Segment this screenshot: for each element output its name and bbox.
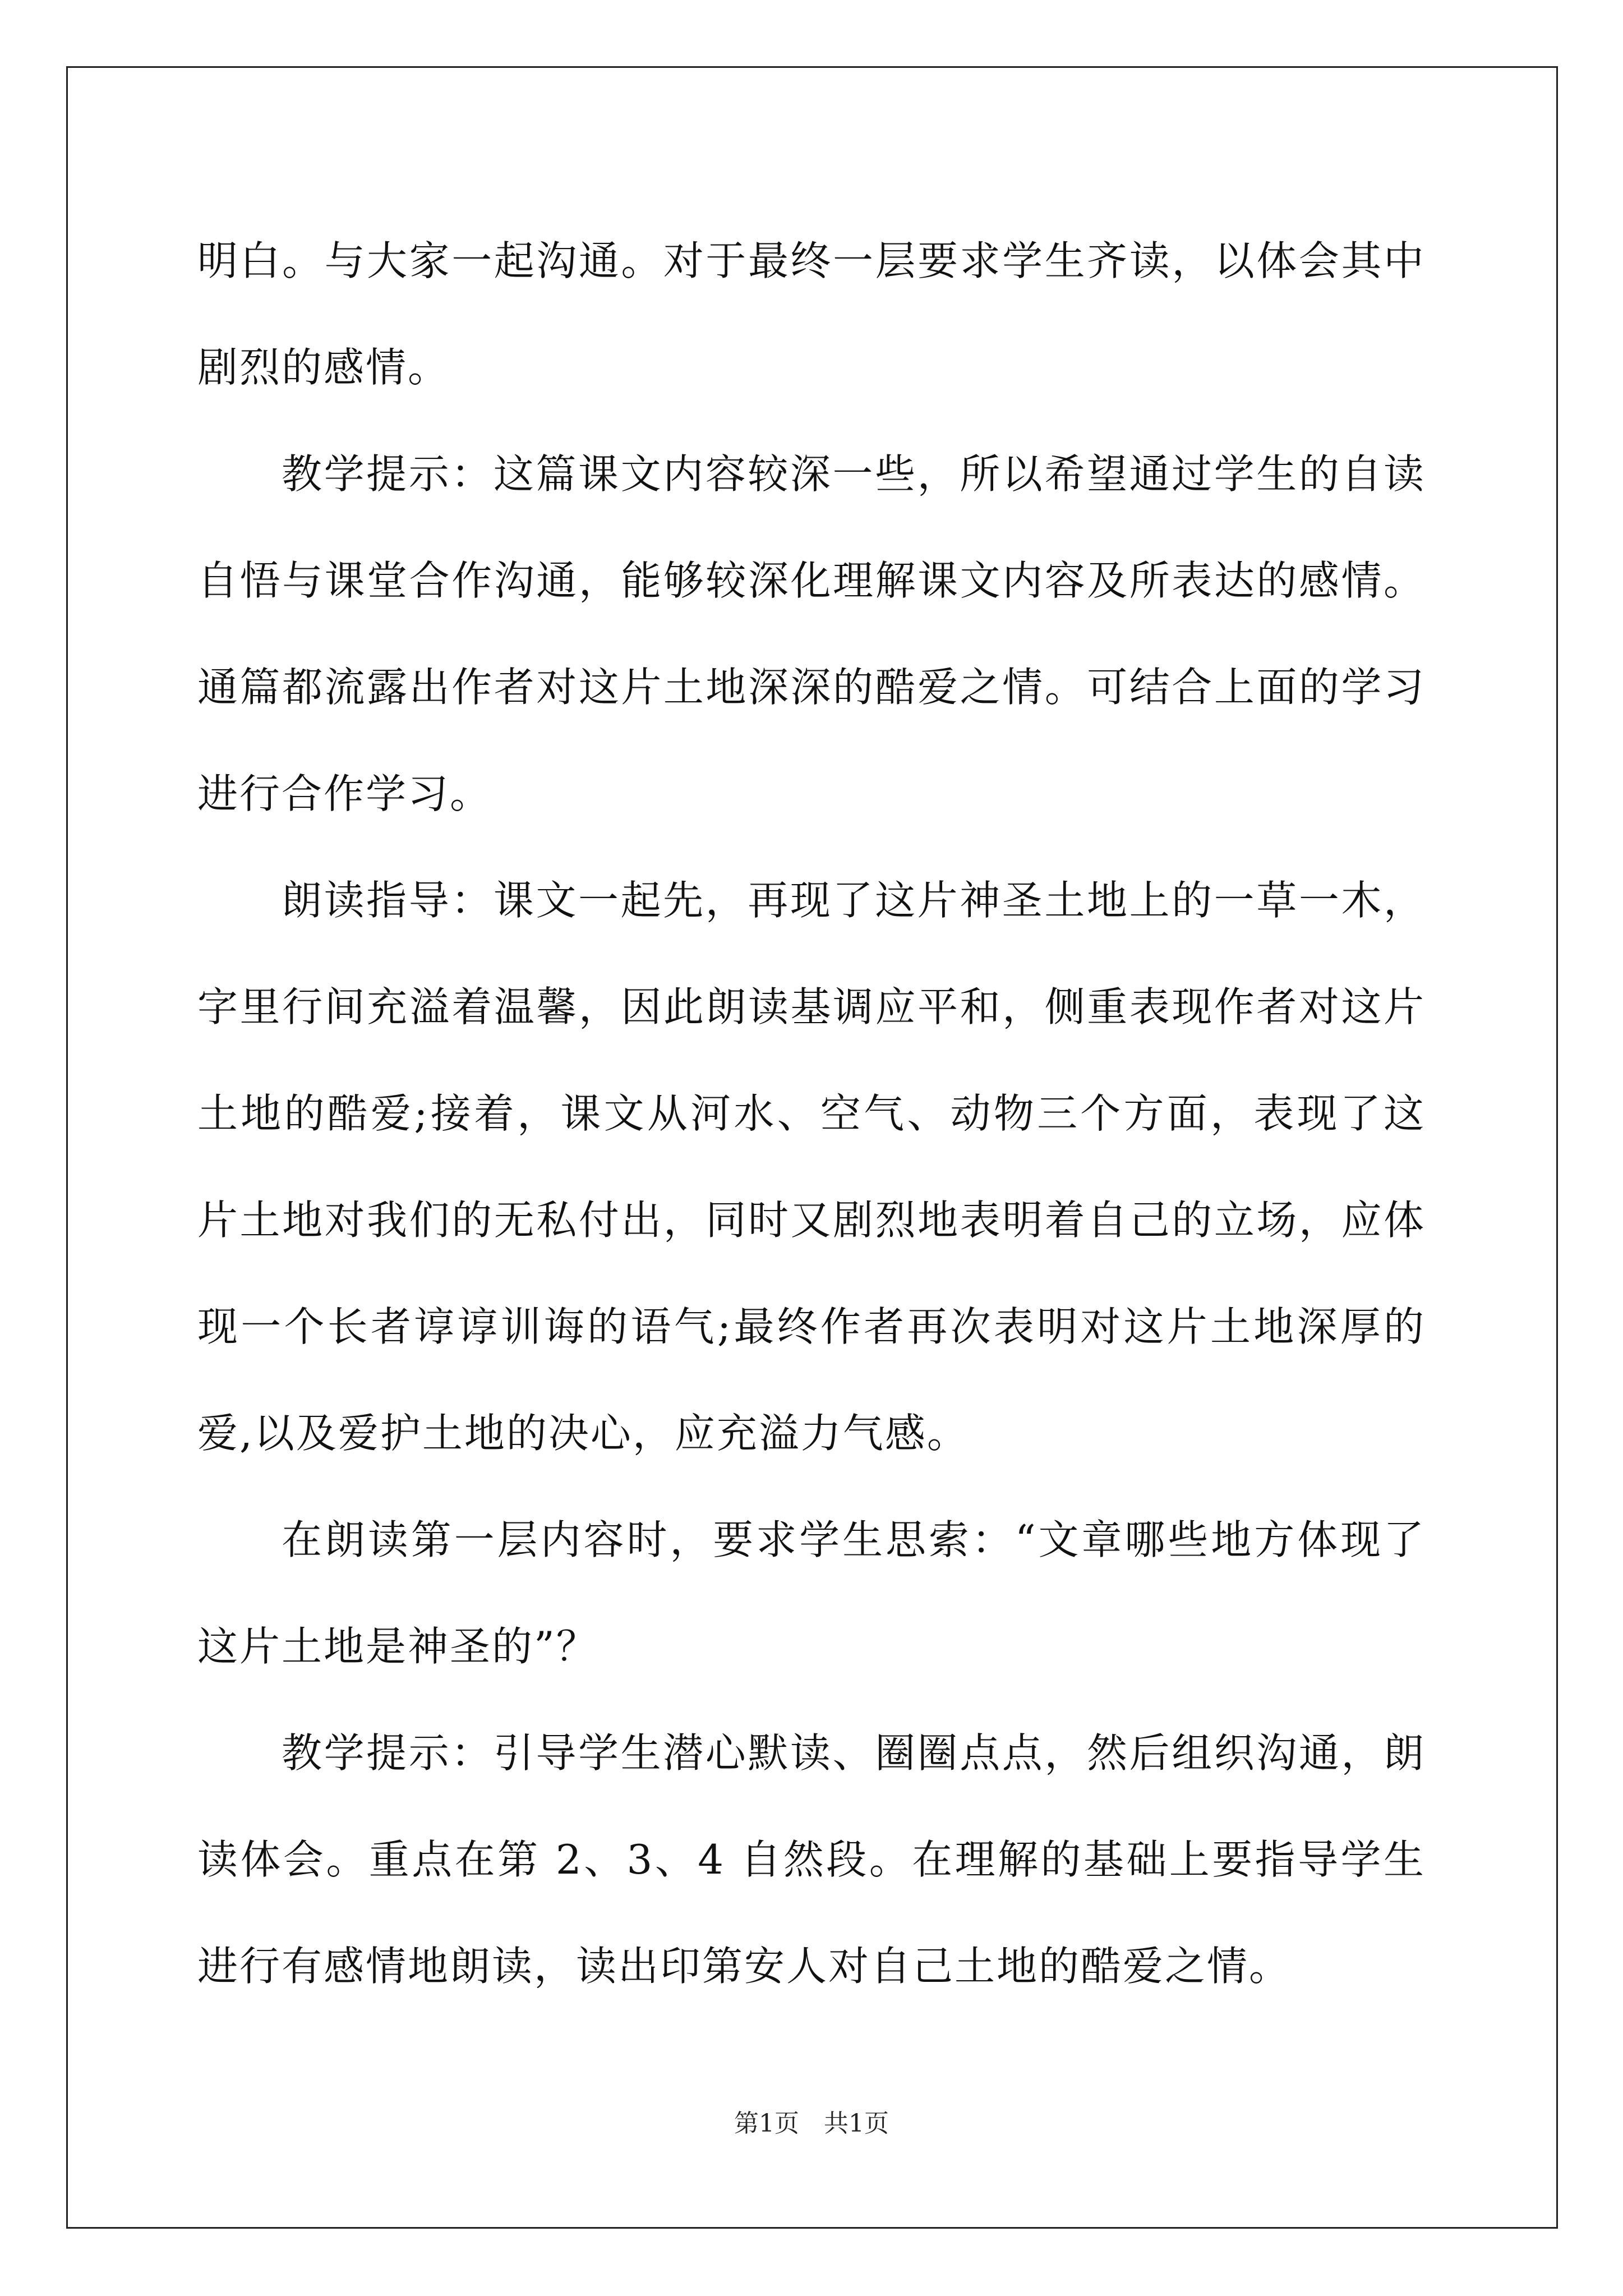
page-footer — [0, 2107, 1623, 2141]
paragraph-reading-guide: 朗读指导：课文一起先，再现了这片神圣土地上的一草一木，字里行间充溢着温馨，因此朗读基调应平和，侧重表现作者对这片土地的酷爱;接着，课文从河水、空气、动物三个方面，表现了这片土地对我们的无私付出，同时又剧烈地表明着自己的立场，应体现一个长者谆谆训诲的语气;最终作者再次表明对这片土地深厚的爱,以及爱护土地的决心，应充溢力气感。 — [197, 877, 1426, 1457]
paragraph-reading-question: 在朗读第一层内容时，要求学生思索：“文章哪些地方体现了这片土地是神圣的”？ — [197, 1516, 1426, 1670]
paragraph-teaching-tip-1: 教学提示：这篇课文内容较深一些，所以希望通过学生的自读自悟与课堂合作沟通，能够较深化理解课文内容及所表达的感情。通篇都流露出作者对这片土地深深的酷爱之情。可结合上面的学习进行合作学习。 — [197, 450, 1426, 817]
page-number-total: 共1页 — [824, 2109, 889, 2138]
document-body — [197, 208, 1426, 2019]
paragraph-teaching-tip-2: 教学提示：引导学生潜心默读、圈圈点点，然后组织沟通，朗读体会。重点在第 2、3、4 自然段。在理解的基础上要指导学生进行有感情地朗读，读出印第安人对自己土地的酷爱之情。 — [197, 1729, 1426, 1990]
paragraph-continuation: 明白。与大家一起沟通。对于最终一层要求学生齐读，以体会其中剧烈的感情。 — [197, 237, 1426, 391]
page-number-current: 第1页 — [734, 2109, 799, 2138]
